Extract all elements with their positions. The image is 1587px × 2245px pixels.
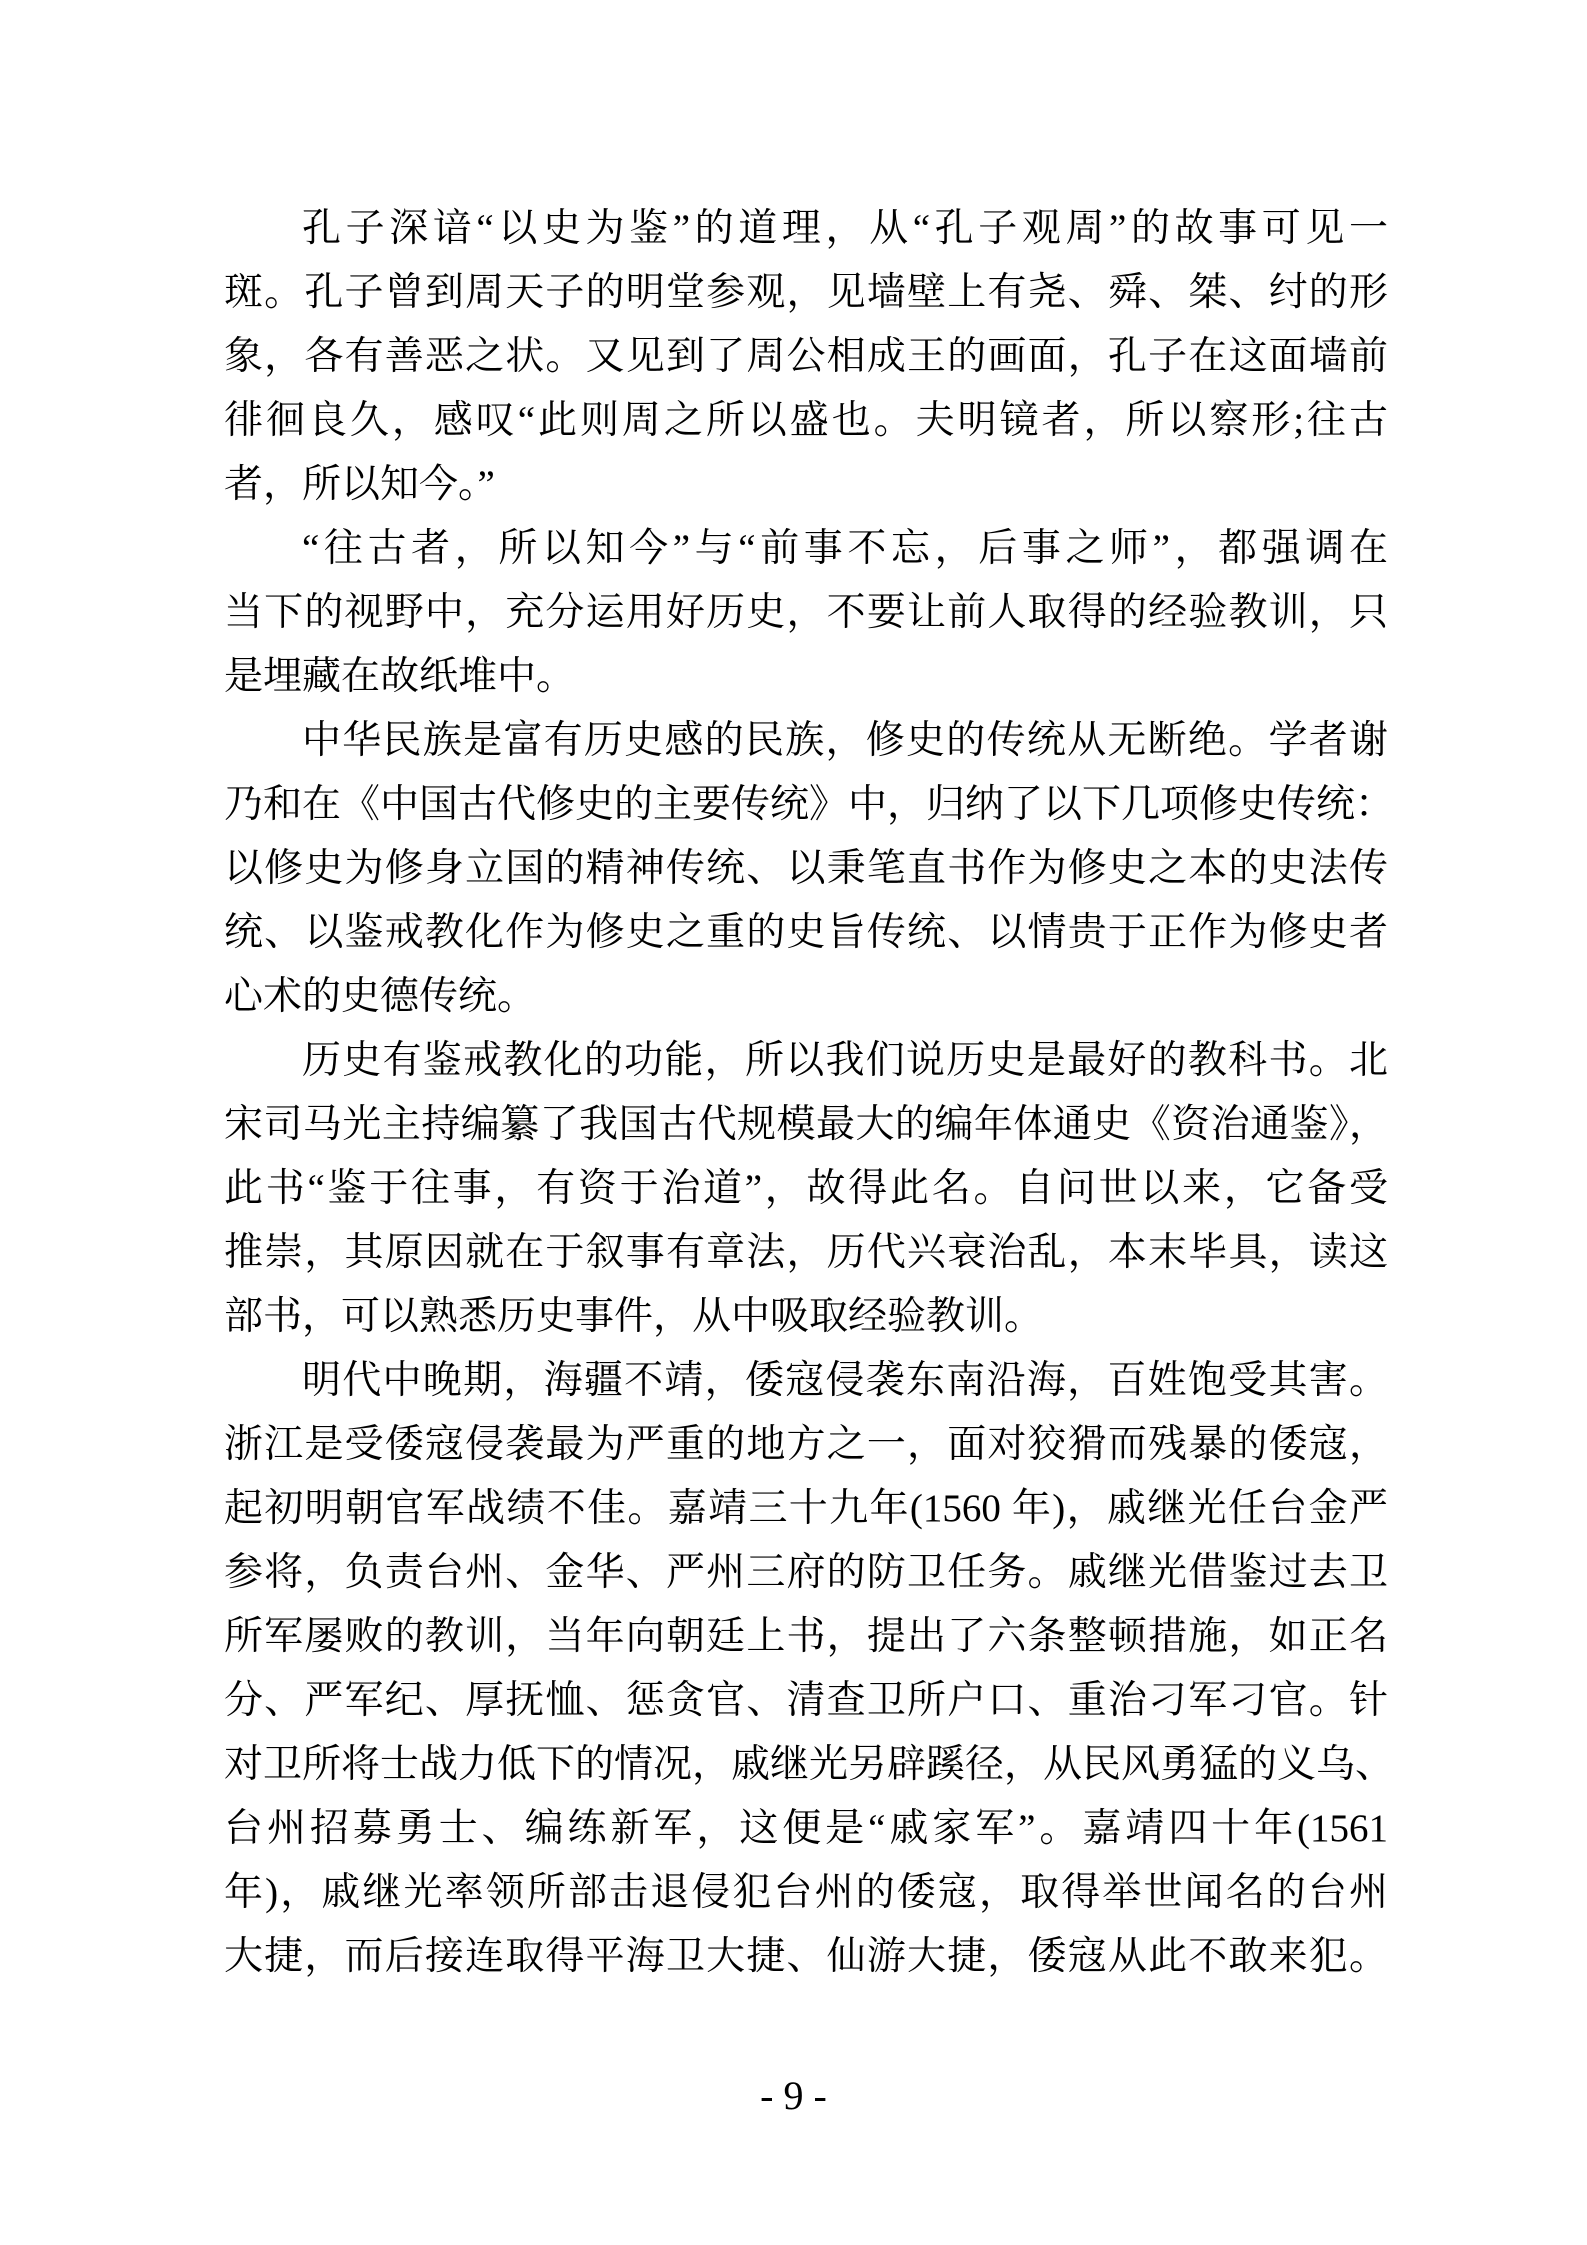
- text-line: 此书“鉴于往事，有资于治道”，故得此名。自问世以来，它备受: [224, 1167, 1388, 1210]
- text-line: 宋司马光主持编纂了我国古代规模最大的编年体通史《资治通鉴》，: [224, 1103, 1388, 1146]
- text-line: 推崇，其原因就在于叙事有章法，历代兴衰治乱，本末毕具，读这: [224, 1231, 1388, 1274]
- text-line: 分、严军纪、厚抚恤、惩贪官、清查卫所户口、重治刁军刁官。针: [224, 1679, 1388, 1722]
- text-line: 斑。孔子曾到周天子的明堂参观，见墙壁上有尧、舜、桀、纣的形: [224, 271, 1388, 314]
- text-line: 历史有鉴戒教化的功能，所以我们说历史是最好的教科书。北: [302, 1039, 1388, 1082]
- text-line: 是埋藏在故纸堆中。: [224, 655, 576, 698]
- text-line: “往古者，所以知今”与“前事不忘，后事之师”，都强调在: [302, 527, 1388, 570]
- text-line: 大捷，而后接连取得平海卫大捷、仙游大捷，倭寇从此不敢来犯。: [224, 1935, 1388, 1978]
- text-line: 所军屡败的教训，当年向朝廷上书，提出了六条整顿措施，如正名: [224, 1615, 1388, 1658]
- text-line: 以修史为修身立国的精神传统、以秉笔直书作为修史之本的史法传: [224, 847, 1388, 890]
- body-text: [224, 197, 1395, 1989]
- text-line: 台州招募勇士、编练新军，这便是“戚家军”。嘉靖四十年(1561: [224, 1807, 1388, 1850]
- text-line: 当下的视野中，充分运用好历史，不要让前人取得的经验教训，只: [224, 591, 1388, 634]
- text-line: 年)，戚继光率领所部击退侵犯台州的倭寇，取得举世闻名的台州: [224, 1871, 1388, 1914]
- text-line: 明代中晚期，海疆不靖，倭寇侵袭东南沿海，百姓饱受其害。: [302, 1359, 1388, 1402]
- text-line: 部书，可以熟悉历史事件，从中吸取经验教训。: [224, 1295, 1044, 1338]
- text-line: 浙江是受倭寇侵袭最为严重的地方之一，面对狡猾而残暴的倭寇，: [224, 1423, 1388, 1466]
- page-footer: [0, 2072, 1587, 2120]
- text-line: 心术的史德传统。: [224, 975, 537, 1018]
- text-line: 孔子深谙“以史为鉴”的道理，从“孔子观周”的故事可见一: [302, 207, 1388, 250]
- text-line: 统、以鉴戒教化作为修史之重的史旨传统、以情贵于正作为修史者: [224, 911, 1388, 954]
- text-line: 参将，负责台州、金华、严州三府的防卫任务。戚继光借鉴过去卫: [224, 1551, 1388, 1594]
- text-line: 起初明朝官军战绩不佳。嘉靖三十九年(1560 年)，戚继光任台金严: [224, 1487, 1388, 1530]
- text-line: 者，所以知今。”: [224, 463, 495, 506]
- page-number: - 9 -: [760, 2073, 827, 2118]
- text-line: 乃和在《中国古代修史的主要传统》中，归纳了以下几项修史传统：: [224, 783, 1395, 826]
- text-line: 象，各有善恶之状。又见到了周公相成王的画面，孔子在这面墙前: [224, 335, 1388, 378]
- text-line: 徘徊良久，感叹“此则周之所以盛也。夫明镜者，所以察形;往古: [224, 399, 1388, 442]
- text-line: 对卫所将士战力低下的情况，戚继光另辟蹊径，从民风勇猛的义乌、: [224, 1743, 1395, 1786]
- text-line: 中华民族是富有历史感的民族，修史的传统从无断绝。学者谢: [302, 719, 1388, 762]
